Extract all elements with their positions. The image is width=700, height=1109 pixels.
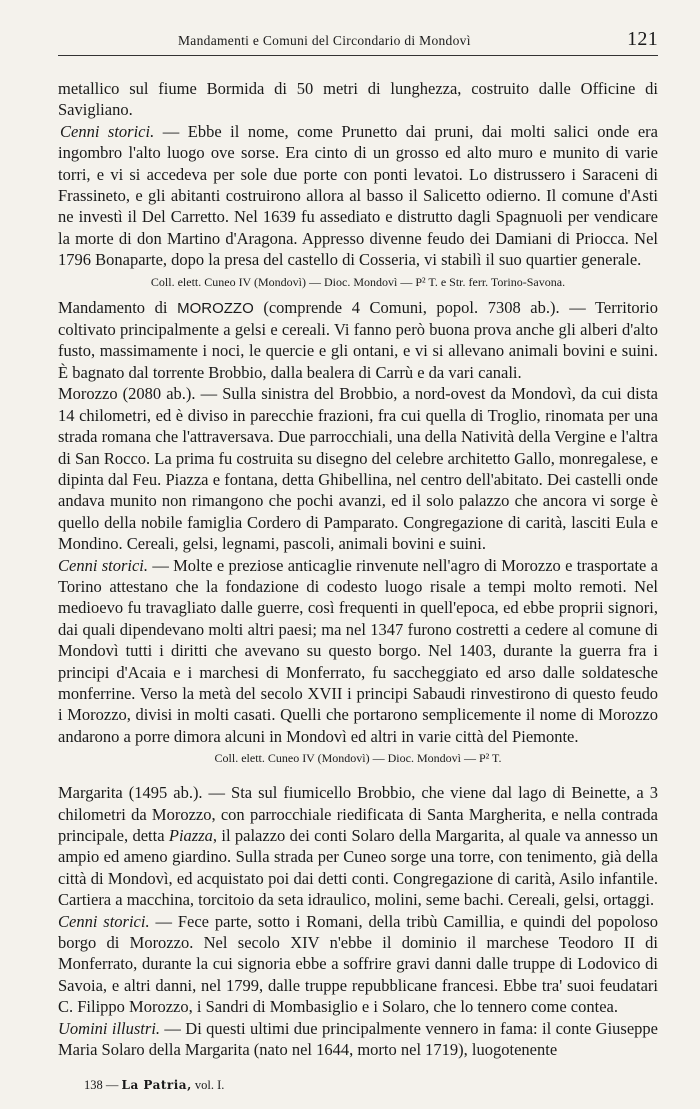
- header-rule: [58, 55, 658, 56]
- paragraph-salicetto-history: Cenni storici. — Ebbe il nome, come Prunetto dai pruni, dai molti salici onde era ingombro l'alto luogo ove sorse. Era cinto di un grosso ed alto muro e munito di varie torri, e vi si accedeva per sole due porte con ponti levatoi. Lo distrussero i Saraceni di Frassineto, e gli abitanti costruirono allora al basso il Salicetto odierno. Il comune d'Asti ne investì il Del Carretto. Nel 1639 fu assediato e distrutto dagli Spagnuoli per vendicare la morte di don Martino d'Aragona. Appresso divenne feudo dei Damiani di Priocca. Nel 1796 Bonaparte, dopo la presa del castello di Cosseria, vi stabilì il suo quartier generale.: [58, 121, 658, 270]
- page-body: [58, 78, 658, 1060]
- entry-heading: Margarita: [58, 783, 123, 803]
- section-label: Uomini illustri.: [58, 1018, 161, 1038]
- electoral-note: Coll. elett. Cuneo IV (Mondovì) — Dioc. Mondovì — P² T.: [214, 751, 502, 766]
- section-label: Cenni storici.: [58, 911, 150, 931]
- section-label: Cenni storici.: [58, 555, 149, 575]
- entry-heading: Morozzo: [58, 384, 118, 404]
- page-header: [58, 30, 658, 54]
- page-number: 121: [627, 28, 658, 50]
- paragraph-illustrious-men: Uomini illustri. — Di questi ultimi due principalmente vennero in fama: il conte Giuseppe Maria Solaro della Margarita (nato nel 1644, morto nel 1719), luogotenente: [58, 1018, 659, 1060]
- paragraph-continuation: metallico sul fiume Bormida di 50 metri di lunghezza, costruito dalle Officine di Savigliano.: [58, 79, 658, 120]
- publication-title: La Patria,: [121, 1078, 192, 1092]
- mandamento-name: MOROZZO: [177, 299, 254, 317]
- running-title: Mandamenti e Comuni del Circondario di Mondovì: [178, 33, 471, 48]
- paragraph-margarita-history: Cenni storici. — Fece parte, sotto i Romani, della tribù Camillia, e quindi del popoloso borgo di Morozzo. Nel secolo XIV n'ebbe il dominio il marchese Teodoro II di Monferrato, durante la cui signoria ebbe a soffrire gravi danni dalle truppe di Lodovico di Savoia, e altri danni, nel 1799, dalle truppe repubblicane francesi. Ebbe tra' suoi feudatari C. Filippo Morozzo, i Sandri di Mombasiglio e i Solaro, che lo tennero come contea.: [58, 911, 658, 1017]
- signature-footer: 138 — La Patria, vol. I.: [84, 1078, 225, 1092]
- paragraph-morozzo-history: Cenni storici. — Molte e preziose anticaglie rinvenute nell'agro di Morozzo e trasportate a Torino attestano che la fondazione di codesto luogo risale a tempi molto remoti. Nel medioevo fu travagliato dalle guerre, così frequenti in quell'epoca, ed ebbe proprii signori, dai quali dipendevano molti altri paesi; ma nel 1347 furono costretti a cedere al comune di Mondovì tutti i diritti che avevano su questo borgo. Nel 1403, durante la guerra fra i principi d'Acaia e i marchesi di Monferrato, fu saccheggiato ed arso dalle soldatesche monferrine. Verso la metà del secolo XVII i principi Sabaudi rinvestirono di questo feudo i Morozzo, divisi in molti casati. Quelli che portarono semplicemente il nome di Morozzo andarono a porre dimora alcuni in Mondovì ed altri in varie città del Piemonte.: [58, 555, 658, 746]
- paragraph-morozzo: Morozzo (2080 ab.). — Sulla sinistra del Brobbio, a nord-ovest da Mondovì, da cui dista 14 chilometri, ed è diviso in parecchie frazioni, fra cui quella di Troglio, rinomata per una strada romana che l'attraversava. Due parrocchiali, una della Natività della Vergine e l'altra di San Rocco. La prima fu costruita su disegno del celebre architetto Gallo, monregalese, e dipinta dal Feu. Piazza e fontana, detta Ghibellina, nel centro dell'abitato. Dei castelli onde andava munito non rimangono che pochi avanzi, ed il solo palazzo che ancora vi sorge è quello della nobile famiglia Cordero di Pamparato. Congregazione di carità, lasciti Eula e Mondino. Cereali, gelsi, legnami, pascoli, animali bovini e suini.: [58, 384, 658, 554]
- electoral-note: Coll. elett. Cuneo IV (Mondovì) — Dioc. Mondovì — P² T. e Str. ferr. Torino-Savona.: [150, 274, 566, 289]
- section-label: Cenni storici.: [60, 121, 155, 141]
- paragraph-mandamento-morozzo: Mandamento di MOROZZO (comprende 4 Comuni, popol. 7308 ab.). — Territorio coltivato principalmente a gelsi e cereali. Vi fanno però buona prova anche gli alberi d'alto fusto, massimamente i noci, le quercie e gli ontani, e vi si allevano animali bovini e suini. È bagnato dal torrente Brobbio, dalla bealera di Carrù e da vari canali.: [58, 297, 658, 382]
- paragraph-margarita: Margarita (1495 ab.). — Sta sul fiumicello Brobbio, che viene dal lago di Beinette, a 3 chilometri da Morozzo, con parrocchiale riedificata di Santa Margherita, e nella contrada principale, detta Piazza, il palazzo dei conti Solaro della Margarita, al quale va annesso un ampio ed ameno giardino. Sulla strada per Cuneo sorge una torre, con tenimento, già della città di Mondovì, ed acquistato poi dai detti conti. Congregazione di carità, Asilo infantile. Cartiera a macchina, torcitoio da seta idraulico, molini, seme bachi. Cereali, gelsi, ortaggi.: [58, 783, 658, 910]
